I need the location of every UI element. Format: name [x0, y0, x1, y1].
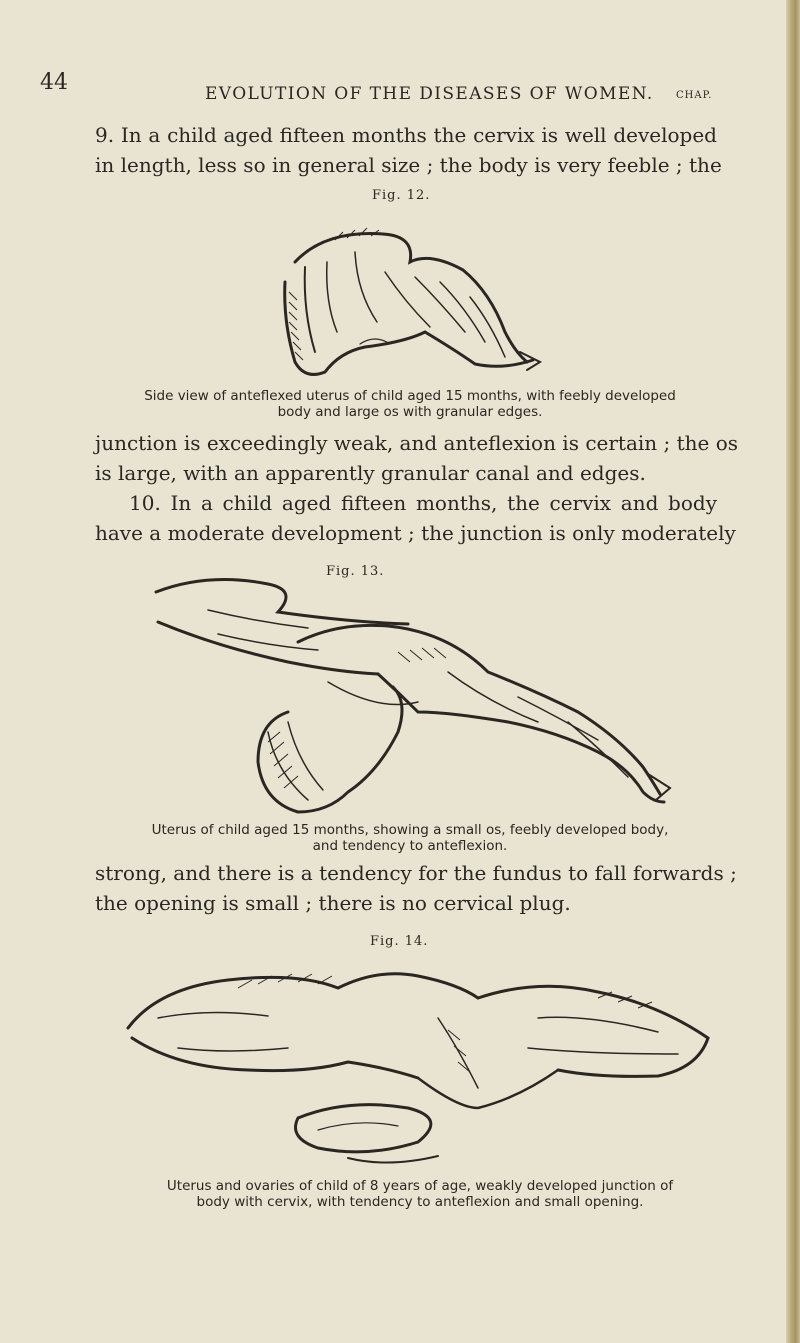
figure-13-caption [110, 822, 710, 854]
figure-14-caption [120, 1178, 720, 1210]
caption-line: and tendency to anteflexion. [312, 838, 508, 854]
figure-14-label: Fig. 14. [370, 934, 429, 949]
paragraph-10 [95, 488, 736, 548]
text-line: in length, less so in general size ; the body is very feeble ; the [95, 153, 722, 177]
caption-line: body and large os with granular edges. [277, 404, 543, 420]
text-line: the opening is small ; there is no cervical plug. [95, 891, 571, 915]
caption-line: Uterus and ovaries of child of 8 years of age, weakly developed junction of [166, 1178, 674, 1194]
paragraph-9 [95, 120, 722, 180]
caption-line: Uterus of child aged 15 months, showing a small os, feebly developed body, [151, 822, 669, 838]
caption-line: Side view of anteflexed uterus of child aged 15 months, with feebly developed [144, 388, 676, 404]
figure-12-caption [140, 388, 680, 420]
text-line: junction is exceedingly weak, and anteflexion is certain ; the os [95, 431, 739, 455]
text-line: 10. In a child aged fifteen months, the cervix and body [129, 491, 717, 515]
figure-14-illustration [118, 958, 718, 1170]
text-line: strong, and there is a tendency for the fundus to fall forwards ; [95, 861, 737, 885]
text-line: 9. In a child aged fifteen months the cervix is well developed [95, 123, 717, 147]
figure-12-label: Fig. 12. [372, 188, 431, 203]
paragraph-9-continued [95, 428, 739, 488]
figure-13-label: Fig. 13. [326, 564, 385, 579]
figure-13-illustration [148, 562, 688, 820]
caption-line: body with cervix, with tendency to anteflexion and small opening. [196, 1194, 644, 1210]
text-line: have a moderate development ; the junction is only moderately [95, 521, 736, 545]
page-number: 44 [40, 70, 68, 95]
text-line: is large, with an apparently granular canal and edges. [95, 461, 646, 485]
book-spine-edge [786, 0, 800, 1343]
paragraph-10-continued [95, 858, 737, 918]
running-title: EVOLUTION OF THE DISEASES OF WOMEN. [205, 84, 654, 104]
figure-12-illustration [265, 222, 555, 384]
chapter-abbrev: CHAP. [676, 90, 713, 101]
